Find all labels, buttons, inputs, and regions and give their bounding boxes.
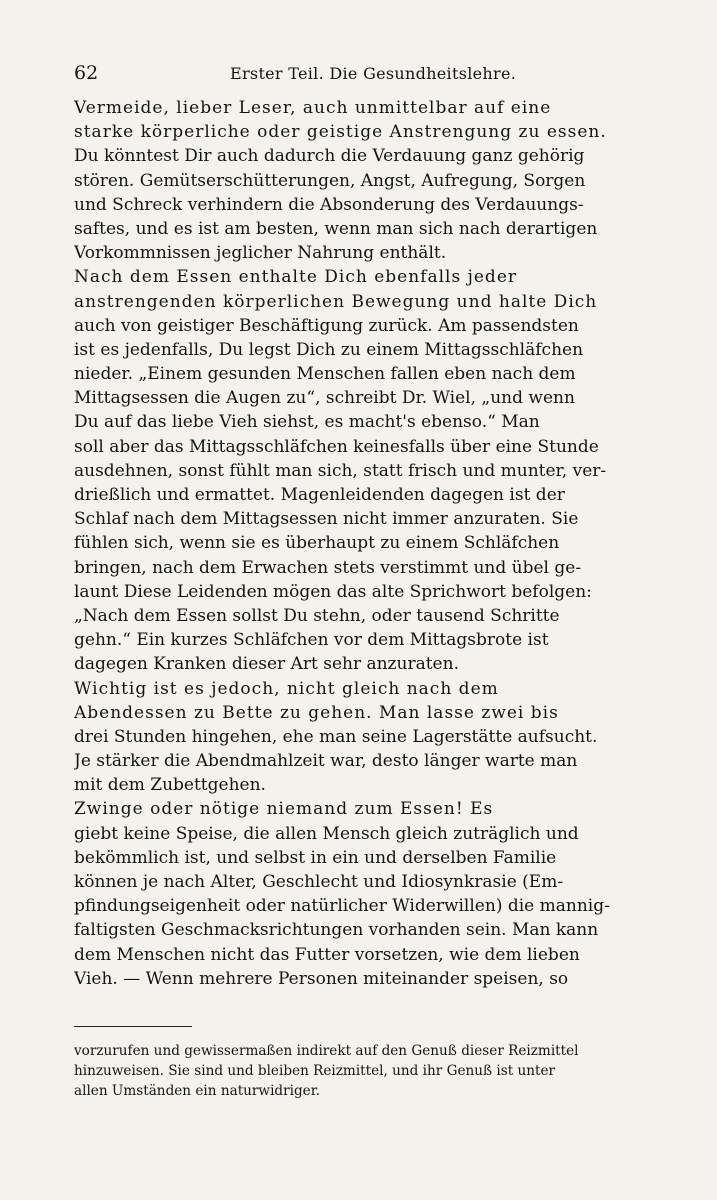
- text-line: Vermeide, lieber Leser, auch unmittelbar auf eine: [74, 98, 552, 118]
- text-line: giebt keine Speise, die allen Mensch gleich zuträglich und: [74, 823, 579, 844]
- footnote-line: vorzurufen und gewissermaßen indirekt auf den Genuß dieser Reizmittel: [74, 1043, 579, 1059]
- text-line: dagegen Kranken dieser Art sehr anzuraten.: [74, 654, 459, 675]
- text-line: Du auf das liebe Vieh siehst, es macht's ebenso.“ Man: [74, 412, 540, 433]
- text-line: Nach dem Essen enthalte Dich ebenfalls jeder: [74, 267, 518, 288]
- text-line: saftes, und es ist am besten, wenn man sich nach derartigen: [74, 218, 598, 239]
- text-line: „Nach dem Essen sollst Du stehn, oder tausend Schritte: [74, 605, 560, 626]
- text-line: drießlich und ermattet. Magenleidenden dagegen ist der: [74, 485, 565, 505]
- text-line: stören. Gemütserschütterungen, Angst, Aufregung, Sorgen: [74, 170, 586, 191]
- footnotes: [74, 1041, 664, 1101]
- text-line: Du könntest Dir auch dadurch die Verdauung ganz gehörig: [74, 146, 585, 167]
- footnote-divider: [74, 1026, 192, 1027]
- text-line: Vieh. — Wenn mehrere Personen miteinander speisen, so: [74, 968, 569, 989]
- text-line: faltigsten Geschmacksrichtungen vorhanden sein. Man kann: [74, 920, 599, 941]
- page-number: 62: [74, 62, 99, 84]
- text-line: ist es jedenfalls, Du legst Dich zu einem Mittagsschläfchen: [74, 339, 584, 360]
- text-line: auch von geistiger Beschäftigung zurück. Am passendsten: [74, 315, 579, 336]
- text-line: nieder. „Einem gesunden Menschen fallen eben nach dem: [74, 364, 576, 385]
- text-line: Schlaf nach dem Mittagsessen nicht immer anzuraten. Sie: [74, 509, 579, 530]
- text-line: fühlen sich, wenn sie es überhaupt zu einem Schläfchen: [74, 533, 560, 554]
- text-line: soll aber das Mittagsschläfchen keinesfalls über eine Stunde: [74, 436, 599, 457]
- text-line: Vorkommnissen jeglicher Nahrung enthält.: [74, 243, 447, 264]
- text-line: Abendessen zu Bette zu gehen. Man lasse zwei bis: [74, 702, 559, 723]
- text-line: Je stärker die Abendmahlzeit war, desto länger warte man: [74, 751, 578, 772]
- text-line: starke körperliche oder geistige Anstrengung zu essen.: [74, 122, 607, 143]
- text-line: drei Stunden hingehen, ehe man seine Lagerstätte aufsucht.: [74, 726, 598, 747]
- text-line: bringen, nach dem Erwachen stets verstimmt und übel ge-: [74, 557, 582, 578]
- text-line: Mittagsessen die Augen zu“, schreibt Dr. Wiel, „und wenn: [74, 388, 575, 409]
- text-line: Wichtig ist es jedoch, nicht gleich nach dem: [74, 678, 499, 699]
- text-line: launt Diese Leidenden mögen das alte Sprichwort befolgen:: [74, 581, 592, 602]
- text-line: pfindungseigenheit oder natürlicher Widerwillen) die mannig-: [74, 896, 610, 917]
- text-line: können je nach Alter, Geschlecht und Idiosynkrasie (Em-: [74, 872, 564, 892]
- text-line: ausdehnen, sonst fühlt man sich, statt frisch und munter, ver-: [74, 460, 607, 481]
- text-line: bekömmlich ist, und selbst in ein und derselben Familie: [74, 847, 557, 868]
- body-text: [74, 96, 666, 991]
- text-line: gehn.“ Ein kurzes Schläfchen vor dem Mittagsbrote ist: [74, 630, 549, 651]
- text-line: und Schreck verhindern die Absonderung des Verdauungs-: [74, 194, 584, 215]
- page-header: [74, 62, 662, 84]
- text-line: dem Menschen nicht das Futter vorsetzen, wie dem lieben: [74, 944, 580, 965]
- footnote-line: allen Umständen ein naturwidriger.: [74, 1083, 321, 1099]
- text-line: anstrengenden körperlichen Bewegung und halte Dich: [74, 291, 598, 312]
- running-head: Erster Teil. Die Gesundheitslehre.: [230, 64, 517, 83]
- text-line: Zwinge oder nötige niemand zum Essen! Es: [74, 799, 494, 820]
- footnote-line: hinzuweisen. Sie sind und bleiben Reizmittel, und ihr Genuß ist unter: [74, 1063, 556, 1079]
- text-line: mit dem Zubettgehen.: [74, 775, 266, 796]
